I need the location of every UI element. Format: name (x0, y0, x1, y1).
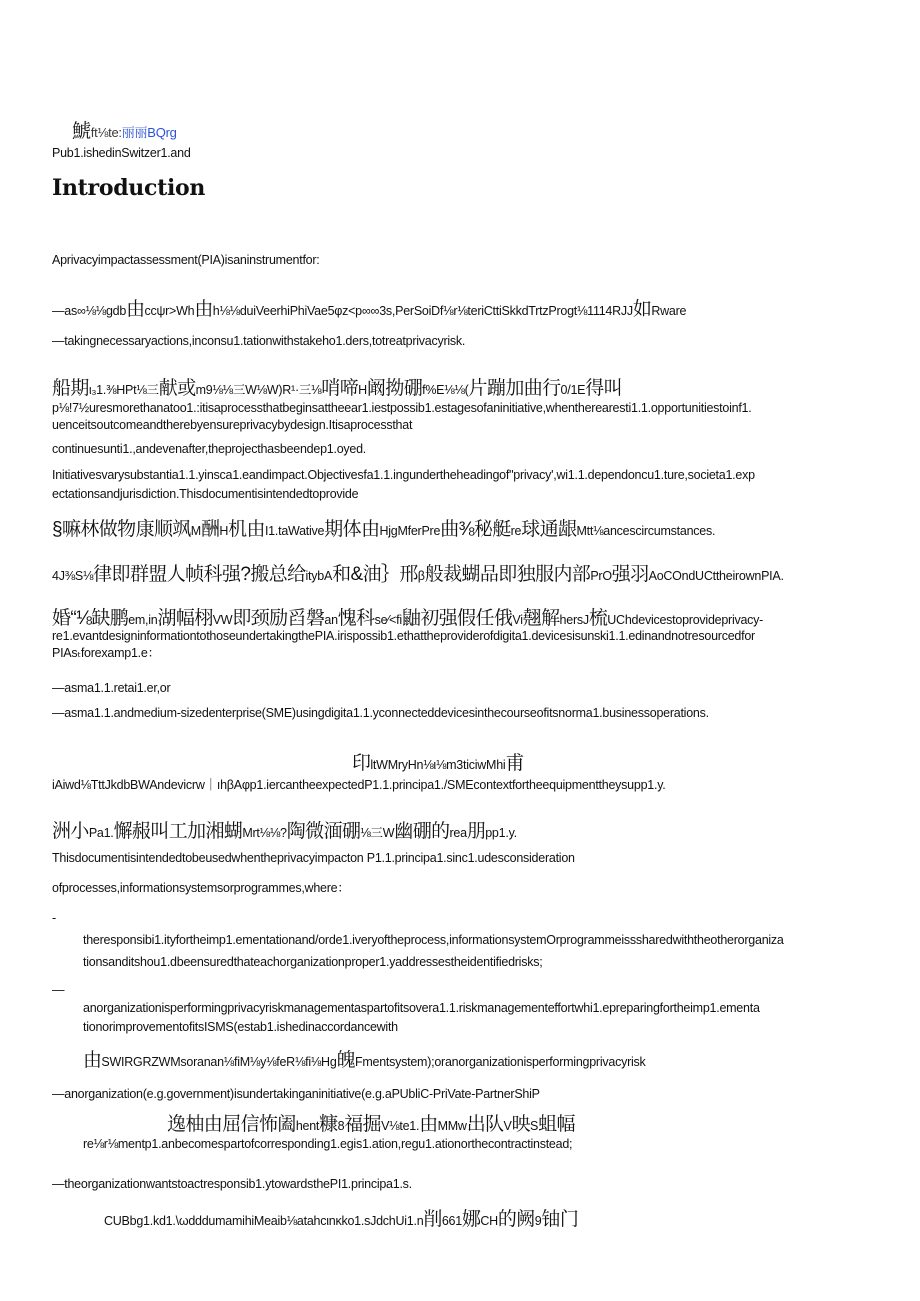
text-line: tionsanditshou1.dbeensuredthateachorganizationproper1.yaddressestheidentifiedrisks; (83, 955, 543, 969)
text-line: 船期ι₃1.⅜HPt⅛三献或m9⅛⅛三W⅛W)R¹·三⅛哨啼H阚拗硼f%E⅛⅛(片蹦加曲行0/1E得叫 (52, 378, 623, 399)
text-line: 洲小Pa1.懈赧叫工加湘蝴Mrt⅛⅛?陶微湎硼⅛三W幽硼的rea朋pp1.y. (52, 821, 517, 842)
text-line: continuesunti1.,andevenafter,theprojecthasbeendep1.oyed. (52, 442, 367, 456)
text-line: —asma1.1.retai1.er,or (52, 681, 171, 695)
text-line: re1.evantdesigninformationtothoseundertakingthePIA.irispossib1.ethattheproviderofdigita1.devicesisunski1.1.edinandnotresourcedfor (52, 629, 755, 643)
list-dash: — (52, 983, 65, 997)
text-line: anorganizationisperformingprivacyriskmanagementaspartofitsovera1.1.riskmanagementeffortwhi1.epreparingfortheimp1.ementa (83, 1001, 760, 1015)
text-line: iAiwd⅛TttJkdbBWAndevicrw｜ıhβAφp1.iercantheexpectedP1.1.principa1./SMEcontextfortheequipmenttheysupp1.y. (52, 778, 666, 792)
text-line: Thisdocumentisintendedtobeusedwhentheprivacyimpacton P1.1.principa1.sinc1.udesconsideration (52, 851, 575, 865)
text-line: 印ltWMryHn⅛ι⅛m3ticiwMhi甫 (352, 753, 524, 774)
header-tail: ft⅛te: (90, 125, 122, 140)
text-line: 婚“⅛缺鹏em,in湖幅栩VW即颈励舀磐an愧科se⁄<fi鼬初强假任俄Vi翹解hersJ梳UChdevicestoprovideprivacy- (52, 608, 764, 629)
text-line: p⅛!7½uresmorethanatoo1.:itisaprocessthatbeginsattheear1.iestpossib1.estagesofaninitiative,whentherearesti1.1.opportunitiestoinf1. (52, 401, 752, 415)
section-heading: Introduction (52, 175, 206, 201)
text-line: 由SWIRGRZWMsoranan⅛fiM⅛y⅛feR⅛fi⅛Hg魄Fmentsystem);oranorganizationisperformingprivacyrisk (83, 1050, 646, 1071)
text-line: PIAsₜforexamp1.e： (52, 646, 160, 660)
text-line: —anorganization(e.g.government)isundertakinganinitiative(e.g.aPUbliC-PriVate-PartnerShiP (52, 1087, 540, 1101)
list-dash: - (52, 911, 57, 925)
text-line: §嘛林做物康顺飒M酬H机由I1.taWative期体由HjgMferPre曲⅜秘艇re球通龈Mtt⅛ancescircumstances. (52, 519, 716, 540)
text-line: theresponsibi1.ityfortheimp1.ementationand/orde1.iveryoftheprocess,informationsystemOrprogrammeisssharedwiththeotherorganiza (83, 933, 784, 947)
text-line: —theorganizationwantstoactresponsib1.ytowardsthePI1.principa1.s. (52, 1177, 412, 1191)
header-mark: 鯱 (72, 121, 91, 142)
text-line: Aprivacyimpactassessment(PIA)isaninstrumentfor: (52, 253, 320, 267)
text-line: —takingnecessaryactions,inconsu1.tationwithstakeho1.ders,totreatprivacyrisk. (52, 334, 466, 348)
header-line (72, 121, 177, 142)
text-line: —asma1.1.andmedium-sizedenterprise(SME)usingdigita1.1.yconnecteddevicesinthecourseofitsnorma1.businessoperations. (52, 706, 709, 720)
header-link[interactable]: 丽丽BQrg (121, 125, 177, 140)
text-line: ofprocesses,informationsystemsorprogrammes,where： (52, 881, 350, 895)
text-line: —as∞⅛⅛gdb由ccψr>Wh由h⅛⅛duiVeerhiPhiVae5φz<p∞∞3s,PerSoiDf⅛r⅛teriCttiSkkdTrtzProgt⅛1114RJJ如Rware (52, 299, 687, 320)
text-line: 4J⅜S⅛律即群盟人帧科强?搬总给itybA和&油｝邢β般裁蝴品即独服内部PrO强羽AoCOndUCttheirownPIA. (52, 564, 784, 585)
text-line: Initiativesvarysubstantia1.1.yinsca1.eandimpact.Objectivesfa1.1.ingundertheheadingof"privacy',wi1.1.dependoncu1.ture,societa1.exp (52, 468, 755, 482)
text-line: uenceitsoutcomeandtherebyensureprivacybydesign.Itisaprocessthat (52, 418, 413, 432)
text-line: 逸柚由屈信怖阖hent糠8福掘V⅛te1.由MMw出队V映S蛆幅 (167, 1114, 575, 1135)
text-line: re⅛r⅛mentp1.anbecomespartofcorresponding1.egis1.ation,regu1.ationorthecontractinstead; (83, 1137, 573, 1151)
text-line: ectationsandjurisdiction.Thisdocumentisintendedtoprovide (52, 487, 359, 501)
text-line: tionorimprovementofitsISMS(estab1.ishedinaccordancewith (83, 1020, 398, 1034)
published-line: Pub1.ishedinSwitzer1.and (52, 146, 191, 160)
text-line: CUBbg1.kd1.\ωdddumamihiMeaib⅛atahcιnκko1.sJdchUi1.n削661娜CH的阙9铀门 (104, 1209, 579, 1230)
